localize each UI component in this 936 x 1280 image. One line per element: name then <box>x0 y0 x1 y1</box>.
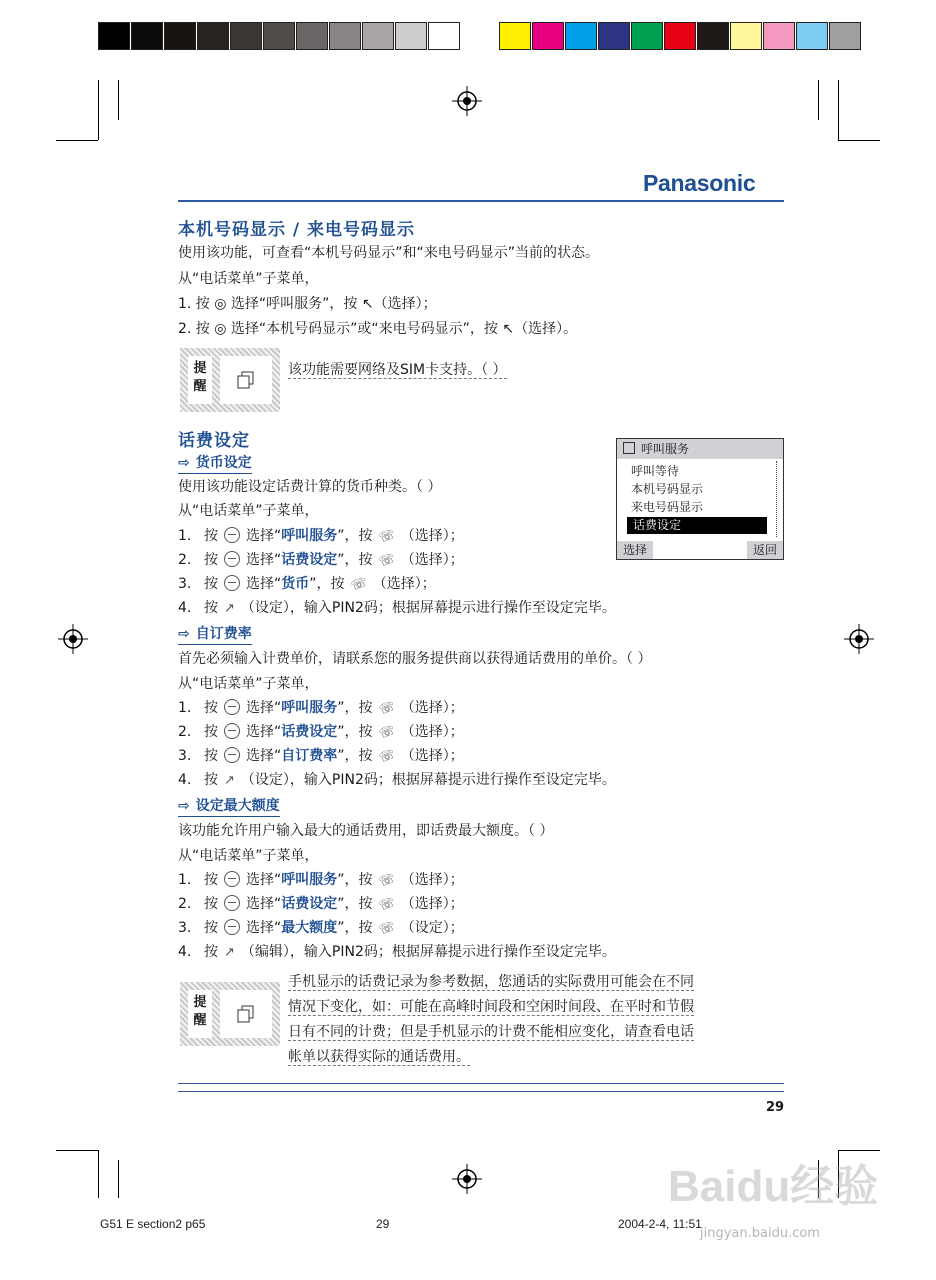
nav-key-icon <box>224 871 240 887</box>
subsection-title: ⇨ 货币设定 <box>178 452 252 474</box>
phone-menu-item: 来电号码显示 <box>631 500 704 514</box>
paragraph: 从“电话菜单”子菜单， <box>178 271 319 287</box>
crop-mark <box>56 140 98 141</box>
phone-header: 呼叫服务 <box>617 439 783 459</box>
call-key-icon: ☏ <box>376 722 397 743</box>
color-swatch <box>631 22 663 50</box>
footer-page: 29 <box>376 1217 390 1231</box>
tip-text: 该功能需要网络及SIM卡支持。（ ） <box>288 362 507 378</box>
brand-logo: Panasonic <box>643 170 756 196</box>
registration-mark-icon <box>844 624 874 654</box>
nav-key-icon <box>224 699 240 715</box>
crop-mark <box>838 140 880 141</box>
color-swatch <box>131 22 163 50</box>
phone-screen <box>616 438 784 560</box>
crop-mark <box>118 80 119 120</box>
phone-scrollbar <box>776 461 780 537</box>
section-title: 本机号码显示 / 来电号码显示 <box>178 220 416 240</box>
nav-key-icon <box>224 527 240 543</box>
nav-key-icon <box>224 895 240 911</box>
arrow-right-icon: ⇨ <box>178 455 190 471</box>
tip-label: 提 醒 <box>188 356 212 404</box>
watermark-url: jingyan.baidu.com <box>700 1226 820 1241</box>
step-line: 2. 按 选择“话费设定”，按 ☏ （选择）； <box>178 550 464 571</box>
copy-icon <box>220 990 272 1038</box>
phone-menu-item: 呼叫等待 <box>631 464 680 478</box>
color-swatch <box>664 22 696 50</box>
color-swatch <box>263 22 295 50</box>
step-line: 4. 按 ↗ （设定），输入PIN2码；根据屏幕提示进行操作至设定完毕。 <box>178 600 616 616</box>
crop-mark <box>838 80 839 140</box>
nav-key-icon <box>224 919 240 935</box>
step-line: 1. 按 选择“呼叫服务”，按 ☏ （选择）； <box>178 698 464 719</box>
step-line: 3. 按 选择“自订费率”，按 ☏ （选择）； <box>178 746 464 767</box>
paragraph: 使用该功能设定话费计算的货币种类。（ ） <box>178 479 442 495</box>
menu-icon <box>623 442 635 454</box>
color-swatch <box>329 22 361 50</box>
paragraph: 从“电话菜单”子菜单， <box>178 503 319 519</box>
header-rule <box>178 200 784 202</box>
color-swatch <box>197 22 229 50</box>
section-title: 话费设定 <box>178 431 250 451</box>
soft-key-icon: ↗ <box>224 945 235 960</box>
color-swatch <box>296 22 328 50</box>
color-swatch <box>98 22 130 50</box>
nav-key-icon <box>224 723 240 739</box>
tip-box <box>180 348 280 412</box>
step-line: 1. 按 选择“呼叫服务”，按 ☏ （选择）； <box>178 870 464 891</box>
phone-menu-item: 本机号码显示 <box>631 482 704 496</box>
footer-rule <box>178 1083 784 1084</box>
page-number: 29 <box>766 1100 785 1115</box>
call-key-icon: ☏ <box>376 894 397 915</box>
soft-key-icon: ↗ <box>224 601 235 616</box>
step-line: 1. 按 选择“呼叫服务”，按 ☏ （选择）； <box>178 526 464 547</box>
registration-mark-icon <box>452 86 482 116</box>
call-key-icon: ☏ <box>376 526 397 547</box>
paragraph: 该功能允许用户输入最大的通话费用，即话费最大额度。（ ） <box>178 823 554 839</box>
color-swatch <box>532 22 564 50</box>
color-swatch <box>697 22 729 50</box>
color-swatch <box>796 22 828 50</box>
footer-file: G51 E section2 p65 <box>100 1217 206 1231</box>
call-key-icon: ☏ <box>376 918 397 939</box>
phone-left-softkey: 选择 <box>617 541 653 559</box>
step-line: 4. 按 ↗ （设定），输入PIN2码；根据屏幕提示进行操作至设定完毕。 <box>178 772 616 788</box>
step-line: 3. 按 选择“货币”，按 ☏ （选择）； <box>178 574 436 595</box>
crop-mark <box>118 1160 119 1198</box>
paragraph: 首先必须输入计费单价，请联系您的服务提供商以获得通话费用的单价。（ ） <box>178 651 652 667</box>
gray-swatch-bar <box>98 22 461 50</box>
crop-mark <box>98 1150 99 1198</box>
color-swatch <box>565 22 597 50</box>
phone-right-softkey: 返回 <box>747 541 783 559</box>
paragraph: 使用该功能，可查看“本机号码显示”和“来电号码显示”当前的状态。 <box>178 245 600 261</box>
call-key-icon: ☏ <box>348 574 369 595</box>
color-swatch <box>362 22 394 50</box>
color-swatch <box>428 22 460 50</box>
tip-box <box>180 982 280 1046</box>
footer-date: 2004-2-4, 11:51 <box>618 1217 702 1231</box>
subsection-title: ⇨ 自订费率 <box>178 623 252 645</box>
color-swatch <box>230 22 262 50</box>
color-swatch <box>829 22 861 50</box>
nav-key-icon <box>224 747 240 763</box>
phone-menu-item-selected: 话费设定 <box>627 517 767 534</box>
subsection-title: ⇨ 设定最大额度 <box>178 795 280 817</box>
step-line: 3. 按 选择“最大额度”，按 ☏ （设定）； <box>178 918 464 939</box>
color-swatch <box>763 22 795 50</box>
paragraph: 从“电话菜单”子菜单， <box>178 676 319 692</box>
tip-text: 手机显示的话费记录为参考数据，您通话的实际费用可能会在不同 情况下变化，如：可能在高峰时间段和空闲时间段、在平时和节假 日有不同的计费；但是手机显示的计费不能相应变化，请查看电话 帐单以获得实际的通话费用。 <box>288 974 694 1065</box>
registration-mark-icon <box>58 624 88 654</box>
paragraph: 从“电话菜单”子菜单， <box>178 848 319 864</box>
arrow-right-icon: ⇨ <box>178 626 190 642</box>
step-line: 4. 按 ↗ （编辑），输入PIN2码；根据屏幕提示进行操作至设定完毕。 <box>178 944 616 960</box>
call-key-icon: ☏ <box>376 550 397 571</box>
step-line: 2. 按 ◎ 选择“本机号码显示”或“来电号码显示”，按 ↖（选择）。 <box>178 321 578 337</box>
color-swatch-bar <box>499 22 862 50</box>
crop-mark <box>56 1150 98 1151</box>
registration-mark-icon <box>452 1164 482 1194</box>
call-key-icon: ☏ <box>376 870 397 891</box>
copy-icon <box>220 356 272 404</box>
soft-key-icon: ↗ <box>224 773 235 788</box>
watermark-logo: Baidu经验 <box>668 1162 879 1211</box>
arrow-right-icon: ⇨ <box>178 798 190 814</box>
color-swatch <box>499 22 531 50</box>
color-swatch <box>395 22 427 50</box>
crop-mark <box>98 80 99 140</box>
color-swatch <box>164 22 196 50</box>
color-swatch <box>598 22 630 50</box>
nav-key-icon <box>224 575 240 591</box>
call-key-icon: ☏ <box>376 698 397 719</box>
step-line: 2. 按 选择“话费设定”，按 ☏ （选择）； <box>178 722 464 743</box>
footer-rule <box>178 1091 784 1092</box>
nav-key-icon <box>224 551 240 567</box>
tip-label: 提 醒 <box>188 990 212 1038</box>
call-key-icon: ☏ <box>376 746 397 767</box>
color-swatch <box>730 22 762 50</box>
step-line: 2. 按 选择“话费设定”，按 ☏ （选择）； <box>178 894 464 915</box>
crop-mark <box>818 80 819 120</box>
step-line: 1. 按 ◎ 选择“呼叫服务”，按 ↖（选择）； <box>178 296 437 312</box>
